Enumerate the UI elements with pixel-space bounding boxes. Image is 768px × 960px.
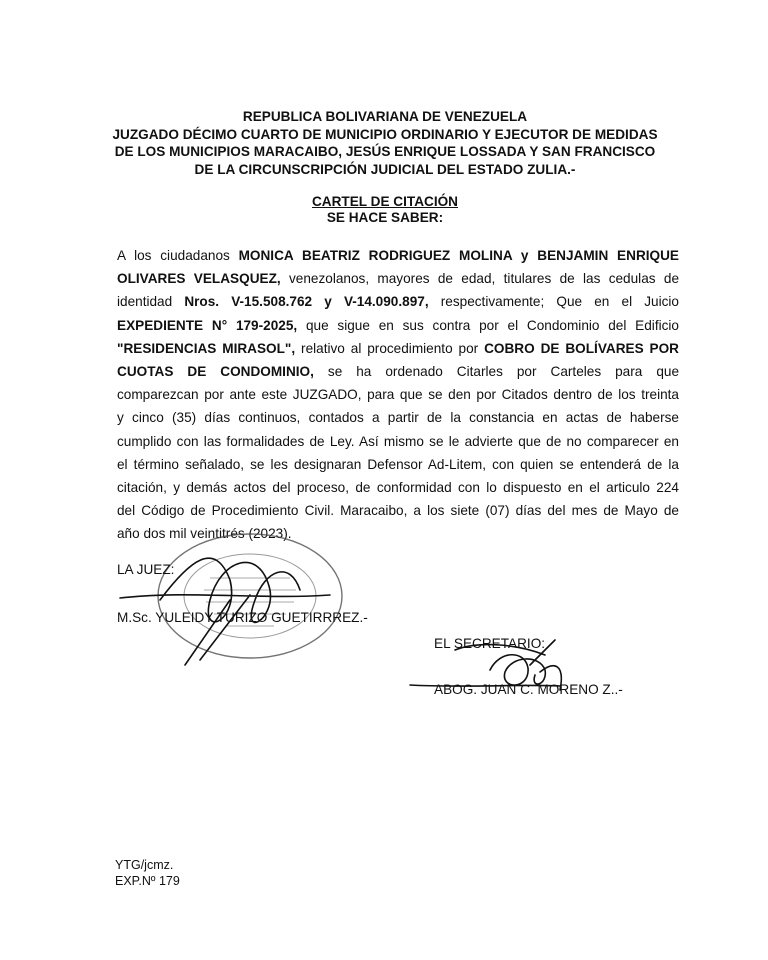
header-line-4: DE LA CIRCUNSCRIPCIÓN JUDICIAL DEL ESTADO ZULIA.- — [194, 161, 576, 177]
document-header — [90, 108, 680, 178]
body-line-1: A los ciudadanos MONICA BEATRIZ RODRIGUEZ MOLINA y BENJAMIN ENRIQUE — [117, 248, 679, 263]
body-line-7: comparezcan por ante este JUZGADO, para que se den por Citados dentro de los treinta — [117, 387, 679, 403]
court-seal-stamp — [140, 528, 360, 678]
body-line-9: cumplido con las formalidades de Ley. Así mismo se le advierte que de no comparecer en — [117, 433, 679, 449]
header-line-1: REPUBLICA BOLIVARIANA DE VENEZUELA — [242, 109, 528, 124]
document-body — [117, 244, 679, 545]
footer-initials: YTG/jcmz. — [115, 858, 174, 872]
secretary-name: ABOG. JUAN C. MORENO Z..- — [434, 682, 623, 697]
judge-name: M.Sc. YULEIDY TURIZO GUETIRRREZ.- — [117, 610, 368, 625]
body-line-8: y cinco (35) días continuos, contados a partir de la constancia en actas de haberse — [117, 410, 679, 426]
body-line-4: EXPEDIENTE N° 179-2025, que sigue en sus contra por el Condominio del Edificio — [117, 317, 679, 333]
body-line-5: "RESIDENCIAS MIRASOL", relativo al procedimiento por COBRO DE BOLÍVARES POR — [117, 340, 679, 356]
footer-expediente: EXP.Nº 179 — [115, 874, 180, 888]
secretary-label: EL SECRETARIO: — [434, 636, 546, 651]
body-line-12: del Código de Procedimiento Civil. Maracaibo, a los siete (07) días del mes de Mayo de — [117, 503, 679, 519]
body-line-6: CUOTAS DE CONDOMINIO, se ha ordenado Citarles por Carteles para que — [117, 363, 680, 379]
judge-label: LA JUEZ: — [117, 562, 175, 577]
header-line-3: DE LOS MUNICIPIOS MARACAIBO, JESÚS ENRIQUE LOSSADA Y SAN FRANCISCO — [114, 144, 656, 159]
body-line-11: citación, y demás actos del proceso, de conformidad con lo dispuesto en el articulo 224 — [117, 479, 679, 495]
title-sub: SE HACE SABER: — [326, 210, 444, 225]
body-line-10: el término señalado, se les designaran Defensor Ad-Litem, con quien se entenderá de la — [117, 456, 679, 472]
body-line-2: OLIVARES VELASQUEZ, venezolanos, mayores de edad, titulares de las cedulas de — [117, 271, 679, 287]
body-line-13: año dos mil veintitrés (2023). — [117, 526, 292, 542]
title-main: CARTEL DE CITACIÓN — [311, 194, 458, 209]
header-line-2: JUZGADO DÉCIMO CUARTO DE MUNICIPIO ORDINARIO Y EJECUTOR DE MEDIDAS — [112, 126, 658, 142]
document-title — [250, 194, 520, 226]
document-footer — [115, 857, 180, 889]
body-line-3: identidad Nros. V-15.508.762 y V-14.090.897, respectivamente; Que en el Juicio — [117, 294, 679, 310]
